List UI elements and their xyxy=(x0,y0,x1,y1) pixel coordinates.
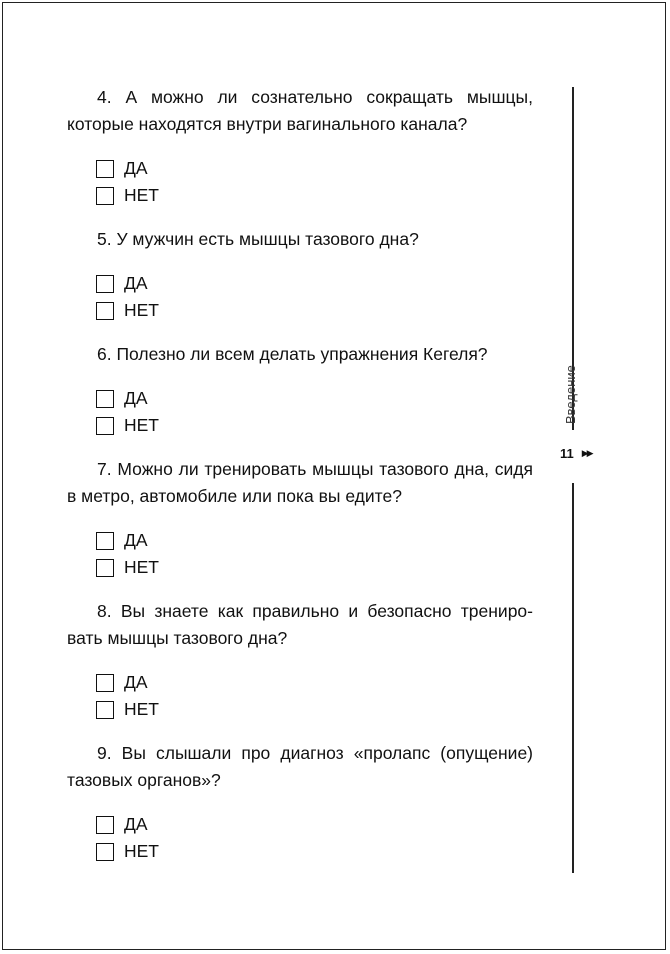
question-8-text: 8. Вы знаете как правильно и безопасно трениро-вать мышцы тазового дна? xyxy=(67,601,533,648)
answer-label: НЕТ xyxy=(124,415,159,435)
question-9-text: 9. Вы слышали про диагноз «пролапс (опущение) тазовых органов»? xyxy=(67,743,533,790)
question-5-answers xyxy=(67,270,533,324)
checkbox[interactable] xyxy=(96,701,114,719)
question-4-block xyxy=(67,84,533,209)
checkbox[interactable] xyxy=(96,187,114,205)
margin-rule-bottom xyxy=(572,483,574,873)
section-label: Введение xyxy=(563,365,578,424)
checkbox[interactable] xyxy=(96,160,114,178)
checkbox[interactable] xyxy=(96,390,114,408)
checkbox[interactable] xyxy=(96,816,114,834)
question-5-block xyxy=(67,226,533,324)
question-7-block xyxy=(67,456,533,581)
answer-label: ДА xyxy=(124,814,148,834)
question-6-text: 6. Полезно ли всем делать упражнения Кегеля? xyxy=(97,344,488,364)
answer-label: НЕТ xyxy=(124,841,159,861)
answer-label: ДА xyxy=(124,388,148,408)
question-5-text: 5. У мужчин есть мышцы тазового дна? xyxy=(97,229,419,249)
answer-no[interactable] xyxy=(96,554,533,581)
answer-yes[interactable] xyxy=(96,385,533,412)
answer-no[interactable] xyxy=(96,297,533,324)
checkbox[interactable] xyxy=(96,843,114,861)
answer-yes[interactable] xyxy=(96,669,533,696)
checkbox[interactable] xyxy=(96,559,114,577)
page-number-value: 11 xyxy=(560,446,574,461)
answer-yes[interactable] xyxy=(96,527,533,554)
checkbox[interactable] xyxy=(96,275,114,293)
answer-yes[interactable] xyxy=(96,270,533,297)
question-8-block xyxy=(67,598,533,723)
question-9-answers xyxy=(67,811,533,865)
checkbox[interactable] xyxy=(96,417,114,435)
page-number xyxy=(560,446,592,461)
answer-yes[interactable] xyxy=(96,155,533,182)
answer-no[interactable] xyxy=(96,838,533,865)
checkbox[interactable] xyxy=(96,532,114,550)
double-chevron-right-icon: ▶▶ xyxy=(581,448,592,458)
question-6-block xyxy=(67,341,533,439)
answer-label: ДА xyxy=(124,672,148,692)
question-6-answers xyxy=(67,385,533,439)
answer-label: НЕТ xyxy=(124,185,159,205)
answer-no[interactable] xyxy=(96,696,533,723)
answer-label: ДА xyxy=(124,530,148,550)
question-8-answers xyxy=(67,669,533,723)
answer-label: ДА xyxy=(124,273,148,293)
answer-no[interactable] xyxy=(96,182,533,209)
questionnaire xyxy=(67,84,533,865)
answer-label: НЕТ xyxy=(124,300,159,320)
question-4-text: 4. А можно ли сознательно сокращать мышцы, которые находятся внутри вагинального канала? xyxy=(67,87,533,134)
answer-label: НЕТ xyxy=(124,699,159,719)
question-7-answers xyxy=(67,527,533,581)
answer-no[interactable] xyxy=(96,412,533,439)
answer-label: ДА xyxy=(124,158,148,178)
answer-label: НЕТ xyxy=(124,557,159,577)
checkbox[interactable] xyxy=(96,674,114,692)
question-4-answers xyxy=(67,155,533,209)
question-7-text: 7. Можно ли тренировать мышцы тазового дна, сидя в метро, автомобиле или пока вы едите? xyxy=(67,459,533,506)
answer-yes[interactable] xyxy=(96,811,533,838)
checkbox[interactable] xyxy=(96,302,114,320)
question-9-block xyxy=(67,740,533,865)
